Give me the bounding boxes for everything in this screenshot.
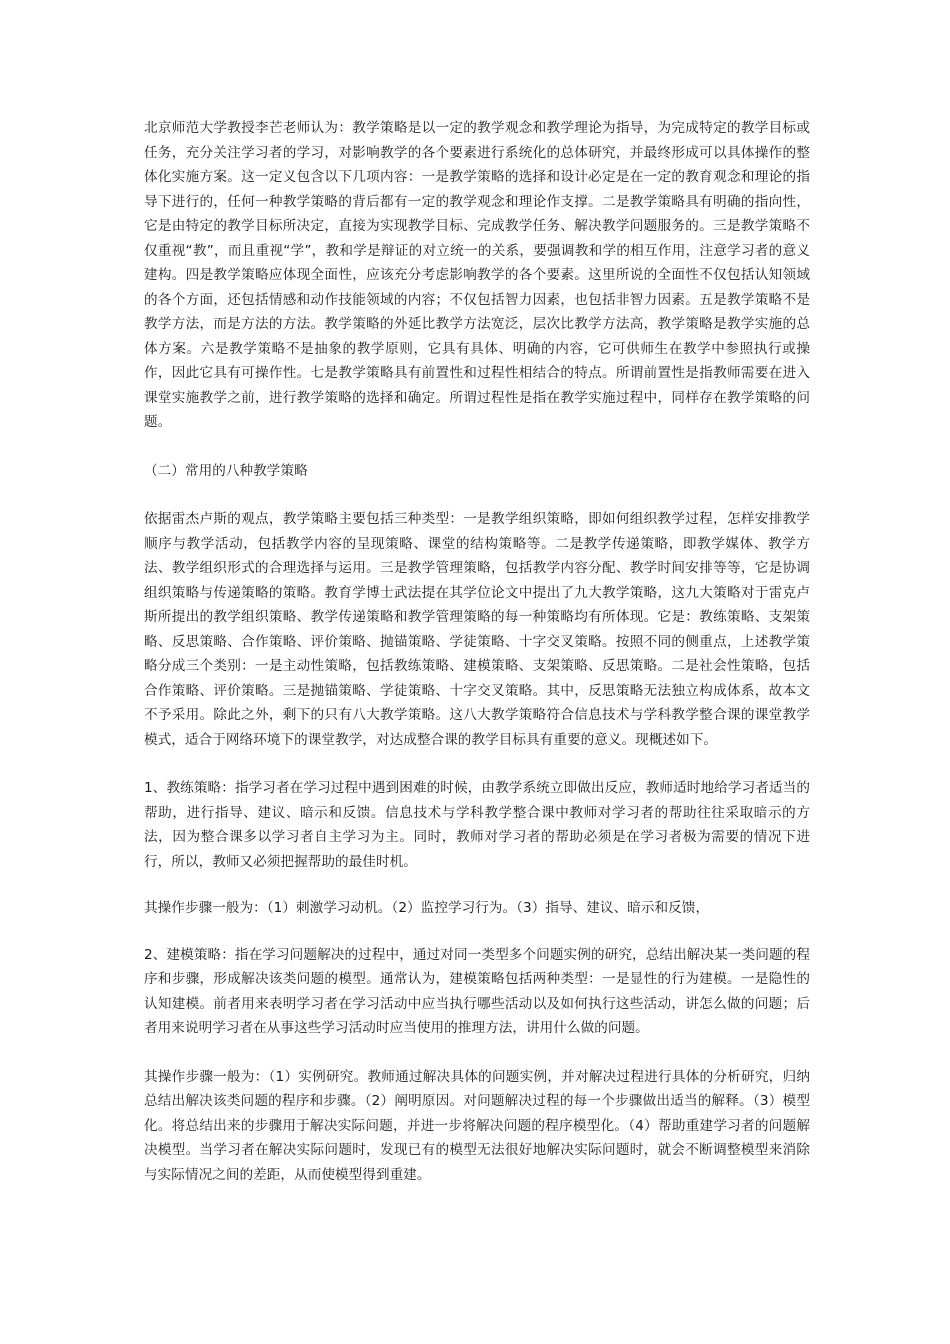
paragraph-modeling-steps: 其操作步骤一般为：（1）实例研究。教师通过解决具体的问题实例，并对解决过程进行具体的分析研究，归纳总结出解决该类问题的程序和步骤。（2）阐明原因。对问题解决过程的每一个步骤做出适当的解释。（3）模型化。将总结出来的步骤用于解决实际问题，并进一步将解决问题的程序模型化。（4）帮助重建学习者的问题解决模型。当学习者在解决实际问题时，发现已有的模型无法很好地解决实际问题时，就会不断调整模型来消除与实际情况之间的差距，从而使模型得到重建。 (144, 1068, 810, 1183)
section-heading: （二）常用的八种教学策略 (144, 462, 308, 479)
paragraph-definition: 北京师范大学教授李芒老师认为：教学策略是以一定的教学观念和教学理论为指导，为完成特定的教学目标或任务，充分关注学习者的学习，对影响教学的各个要素进行系统化的总体研究，并最终形成可以具体操作的整体化实施方案。这一定义包含以下几项内容：一是教学策略的选择和设计必定是在一定的教育观念和理论的指导下进行的，任何一种教学策略的背后都有一定的教学观念和理论作支撑。二是教学策略具有明确的指向性，它是由特定的教学目标所决定，直接为实现教学目标、完成教学任务、解决教学问题服务的。三是教学策略不仅重视“教”，而且重视“学”，教和学是辩证的对立统一的关系，要强调教和学的相互作用，注意学习者的意义建构。四是教学策略应体现全面性，应该充分考虑影响教学的各个要素。这里所说的全面性不仅包括认知领域的各个方面，还包括情感和动作技能领域的内容；不仅包括智力因素，也包括非智力因素。五是教学策略不是教学方法，而是方法的方法。教学策略的外延比教学方法宽泛，层次比教学方法高，教学策略是教学实施的总体方案。六是教学策略不是抽象的教学原则，它具有具体、明确的内容，它可供师生在教学中参照执行或操作，因此它具有可操作性。七是教学策略具有前置性和过程性相结合的特点。所谓前置性是指教师需要在进入课堂实施教学之前，进行教学策略的选择和确定。所谓过程性是指在教学实施过程中，同样存在教学策略的问题。 (144, 120, 810, 430)
paragraph-strategy-types: 依据雷杰卢斯的观点，教学策略主要包括三种类型：一是教学组织策略，即如何组织教学过程，怎样安排教学顺序与教学活动，包括教学内容的呈现策略、课堂的结构策略等。二是教学传递策略，即教学媒体、教学方法、教学组织形式的合理选择与运用。三是教学管理策略，包括教学内容分配、教学时间安排等等，它是协调组织策略与传递策略的策略。教育学博士武法提在其学位论文中提出了九大教学策略，这九大策略对于雷克卢斯所提出的教学组织策略、教学传递策略和教学管理策略的每一种策略均有所体现。它是：教练策略、支架策略、反思策略、合作策略、评价策略、抛锚策略、学徒策略、十字交叉策略。按照不同的侧重点，上述教学策略分成三个类别：一是主动性策略，包括教练策略、建模策略、支架策略、反思策略。二是社会性策略，包括合作策略、评价策略。三是抛锚策略、学徒策略、十字交叉策略。其中，反思策略无法独立构成体系，故本文不予采用。除此之外，剩下的只有八大教学策略。这八大教学策略符合信息技术与学科教学整合课的课堂教学模式，适合于网络环境下的课堂教学，对达成整合课的教学目标具有重要的意义。现概述如下。 (144, 511, 810, 748)
paragraph-coaching-strategy: 1、教练策略：指学习者在学习过程中遇到困难的时候，由教学系统立即做出反应，教师适时地给学习者适当的帮助，进行指导、建议、暗示和反馈。信息技术与学科教学整合课中教师对学习者的帮助往往采取暗示的方法，因为整合课多以学习者自主学习为主。同时，教师对学习者的帮助必须是在学习者极为需要的情况下进行，所以，教师又必须把握帮助的最佳时机。 (144, 780, 810, 870)
document-page (144, 116, 810, 1187)
paragraph-coaching-steps: 其操作步骤一般为：（1）刺激学习动机。（2）监控学习行为。（3）指导、建议、暗示和反馈， (144, 900, 710, 916)
paragraph-modeling-strategy: 2、建模策略：指在学习问题解决的过程中，通过对同一类型多个问题实例的研究，总结出解决某一类问题的程序和步骤，形成解决该类问题的模型。通常认为，建模策略包括两种类型：一是显性的行为建模。一是隐性的认知建模。前者用来表明学习者在学习活动中应当执行哪些活动以及如何执行这些活动，讲怎么做的问题；后者用来说明学习者在从事这些学习活动时应当使用的推理方法，讲用什么做的问题。 (144, 946, 810, 1036)
